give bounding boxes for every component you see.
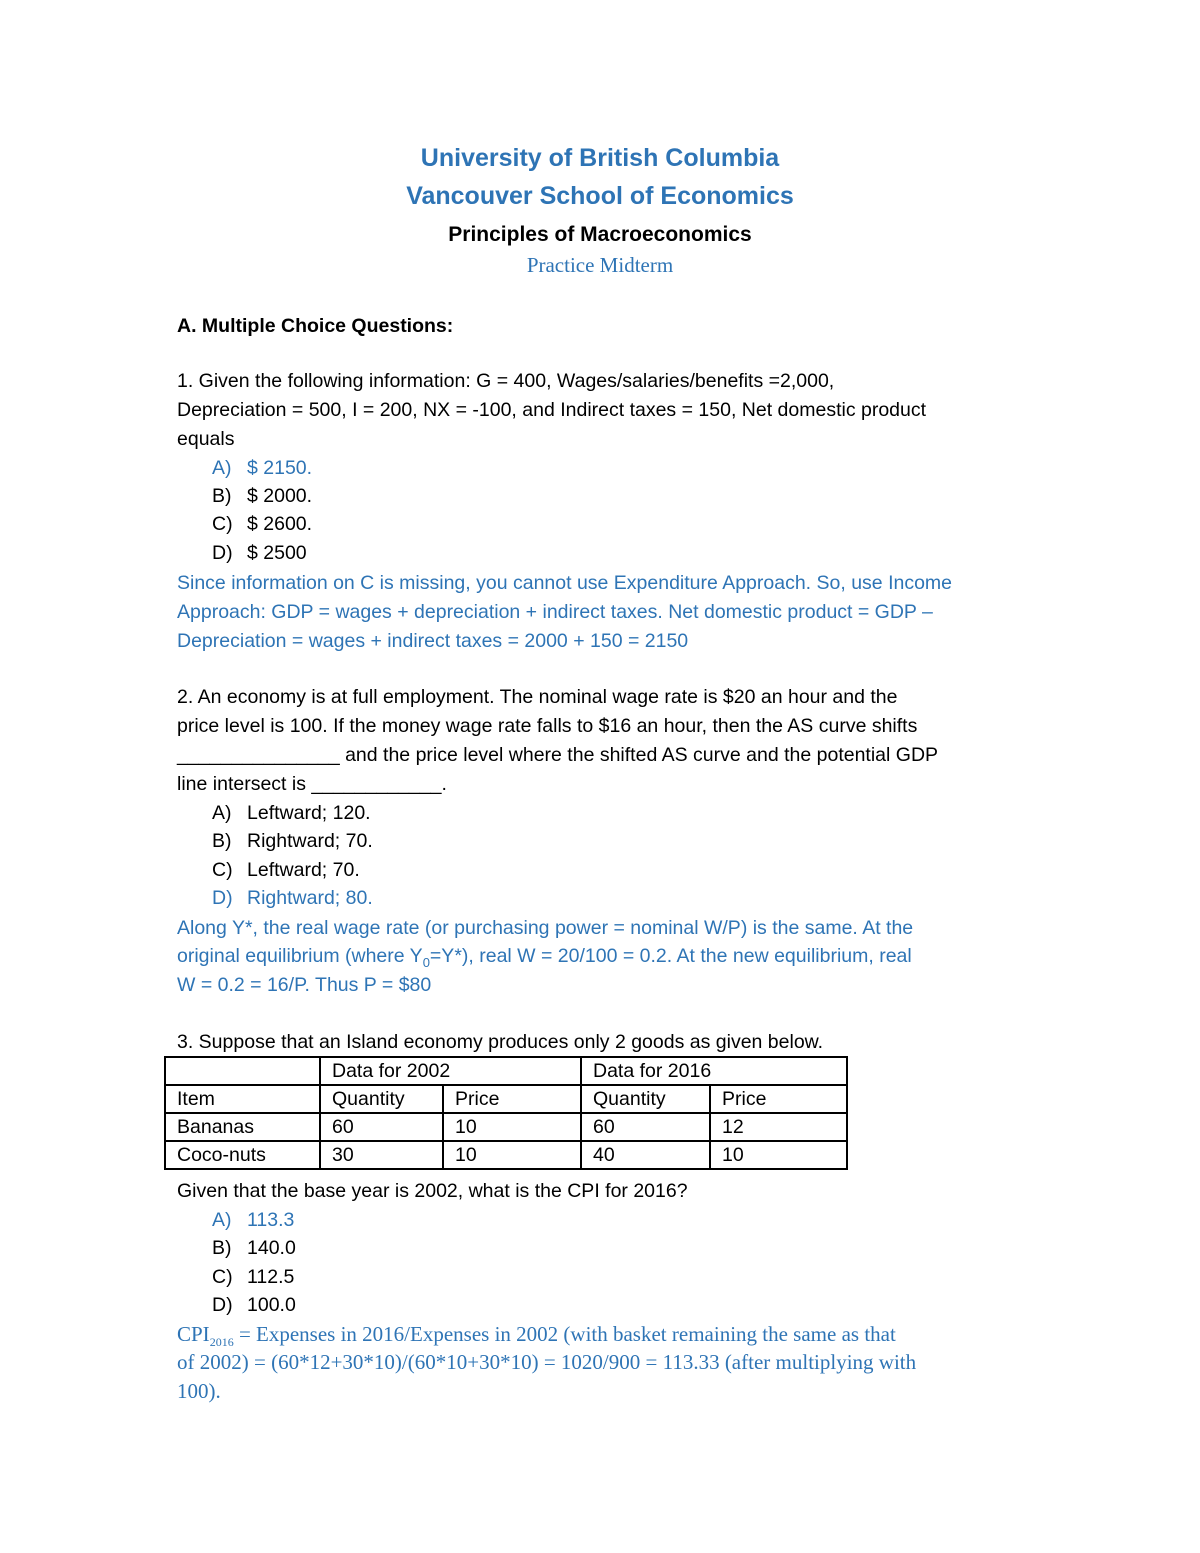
q3-option-b (212, 1236, 296, 1260)
option-text: $ 2500 (247, 542, 307, 564)
q2-answer-line (177, 944, 912, 975)
q1-answer-line: Since information on C is missing, you cannot use Expenditure Approach. So, use Income (177, 572, 953, 594)
goods-table (164, 1056, 848, 1170)
q1-stem-line: Depreciation = 500, I = 200, NX = -100, and Indirect taxes = 150, Net domestic product (177, 399, 927, 421)
table-cell: 10 (710, 1141, 847, 1169)
table-header-cell: Quantity (581, 1085, 710, 1113)
option-letter: A) (212, 802, 232, 824)
table-header-cell: Data for 2016 (581, 1057, 847, 1085)
q1-option-a (212, 456, 312, 480)
exam-title: Practice Midterm (526, 253, 674, 277)
option-letter: D) (212, 542, 233, 564)
answer-text: CPI (177, 1322, 210, 1346)
subscript: 2016 (209, 1335, 234, 1350)
table-cell: 12 (710, 1113, 847, 1141)
table-cell (165, 1057, 320, 1085)
subscript: 0 (422, 954, 430, 970)
q3-answer-line: of 2002) = (60*12+30*10)/(60*10+30*10) = 1020/900 = 113.33 (after multiplying with (177, 1350, 917, 1374)
option-letter: A) (212, 457, 232, 479)
option-text: 100.0 (247, 1294, 296, 1316)
option-letter: C) (212, 513, 233, 535)
course-title: Principles of Macroeconomics (448, 223, 752, 246)
q2-option-d (212, 886, 373, 910)
table-cell: Coco-nuts (165, 1141, 320, 1169)
university-title: University of British Columbia (420, 144, 780, 172)
option-letter: C) (212, 1266, 233, 1288)
q1-answer-line: Approach: GDP = wages + depreciation + indirect taxes. Net domestic product = GDP – (177, 601, 933, 623)
table-cell: 10 (443, 1141, 581, 1169)
option-letter: D) (212, 1294, 233, 1316)
table-header-cell: Data for 2002 (320, 1057, 581, 1085)
q2-answer-line: W = 0.2 = 16/P. Thus P = $80 (177, 974, 432, 996)
option-text: Leftward; 120. (247, 802, 371, 824)
q2-option-b (212, 829, 373, 853)
option-text: Rightward; 70. (247, 830, 373, 852)
q1-option-c (212, 512, 312, 536)
table-cell: 10 (443, 1113, 581, 1141)
table-cell: 40 (581, 1141, 710, 1169)
option-letter: B) (212, 830, 232, 852)
option-text: $ 2000. (247, 485, 313, 507)
q3-option-c (212, 1265, 294, 1289)
option-letter: B) (212, 485, 232, 507)
q1-answer-line: Depreciation = wages + indirect taxes = 2000 + 150 = 2150 (177, 630, 689, 652)
q1-stem-line: 1. Given the following information: G = 400, Wages/salaries/benefits =2,000, (177, 370, 835, 392)
q2-option-a (212, 801, 371, 825)
q2-option-c (212, 858, 360, 882)
answer-text: = Expenses in 2016/Expenses in 2002 (with basket remaining the same as that (233, 1322, 896, 1346)
table-header-cell: Quantity (320, 1085, 443, 1113)
answer-text: =Y*), real W = 20/100 = 0.2. At the new equilibrium, real (429, 945, 912, 967)
option-letter: A) (212, 1209, 232, 1231)
table-header-cell: Item (165, 1085, 320, 1113)
table-row (165, 1141, 847, 1169)
q2-answer-line: Along Y*, the real wage rate (or purchasing power = nominal W/P) is the same. At the (177, 917, 914, 939)
q2-stem-line: price level is 100. If the money wage rate falls to $16 an hour, then the AS curve shifts (177, 715, 918, 737)
table-header-cell: Price (443, 1085, 581, 1113)
table-header-cell: Price (710, 1085, 847, 1113)
q1-stem-line: equals (177, 428, 235, 450)
q3-option-d (212, 1293, 296, 1317)
table-row (165, 1085, 847, 1113)
option-text: Leftward; 70. (247, 859, 360, 881)
q3-question: Given that the base year is 2002, what is the CPI for 2016? (177, 1180, 688, 1202)
option-text: Rightward; 80. (247, 887, 373, 909)
school-title: Vancouver School of Economics (406, 182, 794, 210)
table-cell: 60 (320, 1113, 443, 1141)
table-row (165, 1057, 847, 1085)
table-row (165, 1113, 847, 1141)
q2-stem-line: _______________ and the price level where the shifted AS curve and the potential GDP (177, 744, 939, 766)
q1-option-d (212, 541, 307, 565)
option-text: 113.3 (247, 1209, 295, 1231)
table-cell: 30 (320, 1141, 443, 1169)
q3-option-a (212, 1208, 294, 1232)
q3-answer-line: 100). (177, 1379, 221, 1403)
answer-text: original equilibrium (where Y (177, 945, 423, 967)
table-cell: 60 (581, 1113, 710, 1141)
option-letter: C) (212, 859, 233, 881)
q1-option-b (212, 484, 312, 508)
option-letter: B) (212, 1237, 232, 1259)
option-text: $ 2150. (247, 457, 313, 479)
q2-stem-line: line intersect is ____________. (177, 773, 447, 795)
option-text: $ 2600. (247, 513, 313, 535)
section-heading: A. Multiple Choice Questions: (177, 315, 454, 337)
q3-stem: 3. Suppose that an Island economy produces only 2 goods as given below. (177, 1031, 824, 1053)
option-text: 140.0 (247, 1237, 296, 1259)
table-cell: Bananas (165, 1113, 320, 1141)
q2-stem-line: 2. An economy is at full employment. The nominal wage rate is $20 an hour and the (177, 686, 898, 708)
option-letter: D) (212, 887, 233, 909)
option-text: 112.5 (247, 1266, 295, 1288)
